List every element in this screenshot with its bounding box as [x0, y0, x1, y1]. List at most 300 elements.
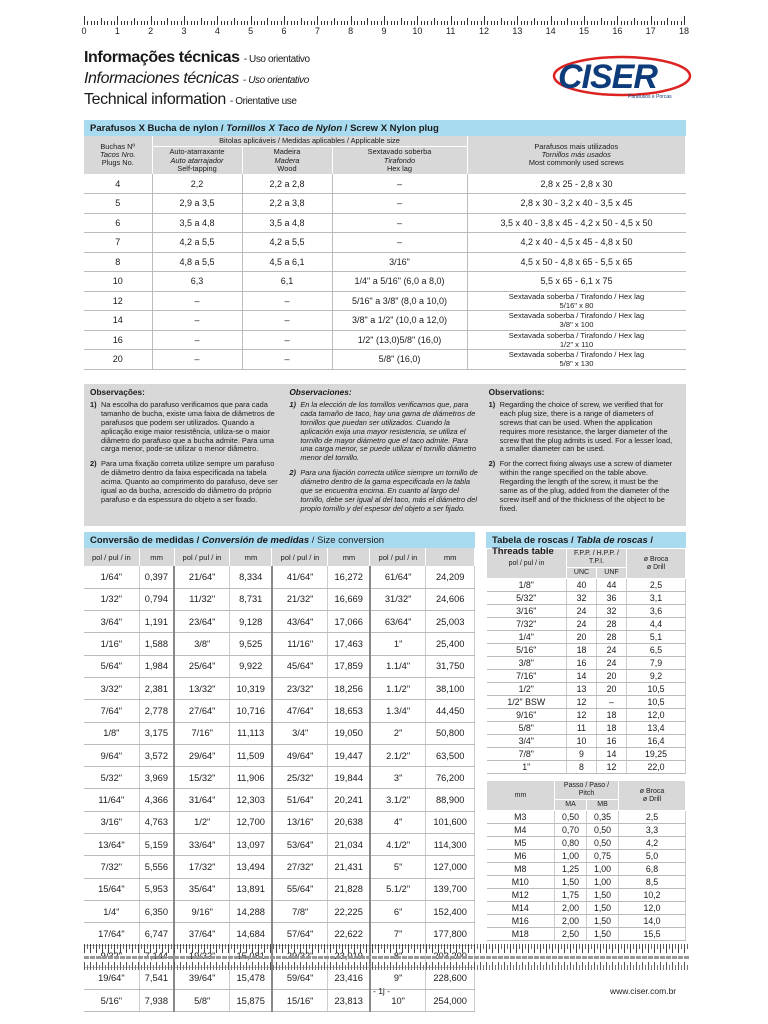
thread-row: [487, 696, 686, 709]
inch-value: 31/64": [174, 789, 230, 811]
mb-pitch: 1,00: [587, 876, 619, 889]
mm-value: 254,000: [426, 990, 475, 1012]
inch-value: 9/64": [84, 744, 139, 766]
inch-value: 11/16": [272, 633, 328, 655]
unc-value: 18: [567, 644, 597, 657]
self-tapping-size: –: [152, 350, 242, 370]
inch-value: 11/32": [174, 588, 230, 610]
drill-value: 16,4: [627, 735, 686, 748]
thread-size: 7/32": [487, 618, 567, 631]
hex-lag-size: 1/4" a 5/16" (6,0 a 8,0): [332, 272, 467, 292]
plug-number: 12: [84, 291, 152, 311]
ruler-number: 18: [678, 26, 690, 36]
threads-table: [486, 548, 686, 774]
unf-value: 28: [597, 631, 627, 644]
unf-value: 14: [597, 748, 627, 761]
inch-value: 37/64": [174, 923, 230, 945]
th-thread-pol: pol / pul / in: [487, 549, 567, 579]
drill-value: 5,0: [619, 850, 686, 863]
most-used-size: 5/8" x 130: [559, 359, 594, 369]
mm-value: 21,034: [328, 834, 370, 856]
inch-value: 7": [370, 923, 426, 945]
plug-row: [84, 174, 686, 194]
metric-row: [487, 824, 686, 837]
most-used: 2,8 x 25 - 2,8 x 30: [467, 174, 686, 194]
hex-lag-size: 3/8" a 1/2" (10,0 a 12,0): [332, 311, 467, 331]
drill-value: 12,0: [619, 902, 686, 915]
thread-size: 3/4": [487, 735, 567, 748]
page-number: - 1j -: [373, 986, 390, 996]
thread-row: [487, 670, 686, 683]
inch-value: 5": [370, 856, 426, 878]
plug-number: 20: [84, 350, 152, 370]
metric-size: M16: [487, 915, 555, 928]
self-tapping-size: 2,9 a 3,5: [152, 194, 242, 214]
mm-value: 7,541: [139, 967, 174, 989]
inch-value: 6": [370, 900, 426, 922]
inch-value: 45/64": [272, 655, 328, 677]
mm-value: 12,700: [230, 811, 272, 833]
drill-value: 10,5: [627, 696, 686, 709]
top-ruler: [81, 14, 690, 38]
th-buchas: Buchas Nº Tacos Nro. Plugs No.: [84, 136, 152, 174]
metric-table: [486, 780, 686, 941]
mm-value: 17,859: [328, 655, 370, 677]
mm-value: 4,763: [139, 811, 174, 833]
mm-value: 6,747: [139, 923, 174, 945]
mm-value: 25,003: [426, 611, 475, 633]
bottom-scale: [84, 944, 690, 972]
conversion-row: [84, 655, 475, 677]
mm-value: 14,288: [230, 900, 272, 922]
mm-value: 11,906: [230, 767, 272, 789]
inch-value: 1/8": [84, 722, 139, 744]
ruler-number: 1: [114, 26, 120, 36]
drill-value: 4,2: [619, 837, 686, 850]
inch-value: 35/64": [174, 878, 230, 900]
thread-size: 5/8": [487, 722, 567, 735]
mm-value: 1,191: [139, 611, 174, 633]
thread-size: 9/16": [487, 709, 567, 722]
inch-value: 23/64": [174, 611, 230, 633]
mm-value: 19,844: [328, 767, 370, 789]
most-used: 2,8 x 30 - 3,2 x 40 - 3,5 x 45: [467, 194, 686, 214]
inch-value: 23/32": [272, 677, 328, 699]
mm-value: 13,891: [230, 878, 272, 900]
mm-value: 24,209: [426, 566, 475, 588]
thread-row: [487, 644, 686, 657]
mm-value: 0,794: [139, 588, 174, 610]
mm-value: 88,900: [426, 789, 475, 811]
conversion-row: [84, 900, 475, 922]
inch-value: 5/8": [174, 990, 230, 1012]
metric-size: M12: [487, 889, 555, 902]
drill-value: 9,2: [627, 670, 686, 683]
thread-row: [487, 735, 686, 748]
plug-number: 14: [84, 311, 152, 331]
mm-value: 177,800: [426, 923, 475, 945]
unc-value: 40: [567, 579, 597, 592]
inch-value: 4.1/2": [370, 834, 426, 856]
mm-value: 23,813: [328, 990, 370, 1012]
inch-value: 2": [370, 722, 426, 744]
wood-size: –: [242, 311, 332, 331]
logo-tagline: Parafusos e Porcas: [628, 94, 672, 100]
mm-value: 3,572: [139, 744, 174, 766]
plug-number: 7: [84, 233, 152, 253]
thread-size: 1/2" BSW: [487, 696, 567, 709]
unf-value: 36: [597, 592, 627, 605]
metric-size: M3: [487, 811, 555, 824]
inch-value: 5/16": [84, 990, 139, 1012]
ma-pitch: 0,50: [555, 811, 587, 824]
th-conv-pol: pol / pul / in: [272, 548, 328, 566]
ma-pitch: 0,70: [555, 824, 587, 837]
th-fpp: F.P.P. / H.P.P. / T.P.I.: [567, 549, 627, 568]
hex-lag-size: 5/16" a 3/8" (8,0 a 10,0): [332, 291, 467, 311]
mm-value: 6,350: [139, 900, 174, 922]
plug-number: 5: [84, 194, 152, 214]
drill-value: 7,9: [627, 657, 686, 670]
plug-row: [84, 233, 686, 253]
plug-row: [84, 194, 686, 214]
thread-row: [487, 761, 686, 774]
inch-value: 33/64": [174, 834, 230, 856]
ciser-logo: [552, 54, 692, 106]
th-metric-mm: mm: [487, 781, 555, 811]
hex-lag-size: –: [332, 174, 467, 194]
th-conv-mm: mm: [230, 548, 272, 566]
hex-lag-size: 1/2" (13,0)5/8" (16,0): [332, 330, 467, 350]
thread-size: 5/32": [487, 592, 567, 605]
thread-row: [487, 683, 686, 696]
self-tapping-size: 2,2: [152, 174, 242, 194]
thread-size: 1": [487, 761, 567, 774]
inch-value: 7/32": [84, 856, 139, 878]
unc-value: 8: [567, 761, 597, 774]
inch-value: 17/64": [84, 923, 139, 945]
ruler-number: 14: [545, 26, 556, 36]
most-used-type: Sextavada soberba / Tirafondo / Hex lag: [508, 330, 645, 340]
metric-row: [487, 928, 686, 941]
ruler-number: 13: [512, 26, 523, 36]
ruler-number: 12: [478, 26, 490, 36]
th-conv-pol: pol / pul / in: [174, 548, 230, 566]
self-tapping-size: –: [152, 291, 242, 311]
plug-row: [84, 350, 686, 370]
self-tapping-size: 3,5 a 4,8: [152, 213, 242, 233]
thread-row: [487, 618, 686, 631]
ruler-number: 6: [281, 26, 287, 36]
inch-value: 10": [370, 990, 426, 1012]
mm-value: 152,400: [426, 900, 475, 922]
conversion-section: [84, 532, 475, 1012]
most-used-size: 1/2" x 110: [559, 339, 594, 349]
inch-value: 31/32": [370, 588, 426, 610]
inch-value: 13/16": [272, 811, 328, 833]
metric-row: [487, 902, 686, 915]
mm-value: 7,938: [139, 990, 174, 1012]
mm-value: 228,600: [426, 967, 475, 989]
unf-value: 20: [597, 683, 627, 696]
mb-pitch: 0,75: [587, 850, 619, 863]
self-tapping-size: 4,8 a 5,5: [152, 252, 242, 272]
wood-size: 2,2 a 2,8: [242, 174, 332, 194]
mm-value: 1,588: [139, 633, 174, 655]
metric-row: [487, 876, 686, 889]
unf-value: 44: [597, 579, 627, 592]
mm-value: 24,606: [426, 588, 475, 610]
th-hex-lag: Sextavado soberba Tirafondo Hex lag: [332, 147, 467, 174]
drill-value: 3,3: [619, 824, 686, 837]
thread-size: 7/16": [487, 670, 567, 683]
plug-number: 16: [84, 330, 152, 350]
ma-pitch: 1,75: [555, 889, 587, 902]
th-metric-drill: ø Broca ø Drill: [619, 781, 686, 811]
footer-url[interactable]: www.ciser.com.br: [610, 986, 677, 996]
plug-row: [84, 252, 686, 272]
mm-value: 114,300: [426, 834, 475, 856]
plug-table: [84, 136, 686, 370]
observations-en: Observations: 1) Regarding the choice of screw, we verified that for each plug size, there is a range of diameters of screws that can be used. When the application requires more resistance, the larger diameter of the screw that the plug admits is used. For a lesser load, a smaller diameter can be used. 2) For the correct fixing always use a screw of diameter within the range specified on the table above. Regarding the length of the screw, it must be the same as of the plug, added from the diameter of the screw itself and of the thickness of the object to be fixed.: [488, 387, 673, 513]
inch-value: 7/64": [84, 700, 139, 722]
inch-value: 13/64": [84, 834, 139, 856]
thread-size: 3/8": [487, 657, 567, 670]
inch-value: 9/16": [174, 900, 230, 922]
unc-value: 12: [567, 696, 597, 709]
metric-row: [487, 889, 686, 902]
metric-row: [487, 811, 686, 824]
mm-value: 17,463: [328, 633, 370, 655]
inch-value: 15/16": [272, 990, 328, 1012]
ruler-number: 10: [412, 26, 423, 36]
wood-size: 3,5 a 4,8: [242, 213, 332, 233]
mm-value: 19,050: [328, 722, 370, 744]
th-conv-pol: pol / pul / in: [84, 548, 139, 566]
inch-value: 51/64": [272, 789, 328, 811]
th-conv-mm: mm: [328, 548, 370, 566]
inch-value: 1.1/4": [370, 655, 426, 677]
inch-value: 1/16": [84, 633, 139, 655]
plug-number: 6: [84, 213, 152, 233]
mm-value: 63,500: [426, 744, 475, 766]
mm-value: 127,000: [426, 856, 475, 878]
ma-pitch: 2,50: [555, 928, 587, 941]
thread-row: [487, 748, 686, 761]
inch-value: 15/32": [174, 767, 230, 789]
thread-row: [487, 657, 686, 670]
mb-pitch: 1,50: [587, 928, 619, 941]
unc-value: 24: [567, 618, 597, 631]
th-wood: Madeira Madera Wood: [242, 147, 332, 174]
plug-number: 4: [84, 174, 152, 194]
inch-value: 55/64": [272, 878, 328, 900]
conversion-row: [84, 923, 475, 945]
mm-value: 10,716: [230, 700, 272, 722]
thread-row: [487, 631, 686, 644]
inch-value: 25/32": [272, 767, 328, 789]
conversion-row: [84, 789, 475, 811]
drill-value: 8,5: [619, 876, 686, 889]
unc-value: 14: [567, 670, 597, 683]
mm-value: 15,875: [230, 990, 272, 1012]
conversion-row: [84, 566, 475, 588]
metric-row: [487, 863, 686, 876]
inch-value: 29/64": [174, 744, 230, 766]
metric-section: [486, 780, 686, 941]
inch-value: 57/64": [272, 923, 328, 945]
unc-value: 20: [567, 631, 597, 644]
most-used: 4,2 x 40 - 4,5 x 45 - 4,8 x 50: [467, 233, 686, 253]
most-used: [467, 350, 686, 370]
plug-number: 10: [84, 272, 152, 292]
mm-value: 20,241: [328, 789, 370, 811]
mm-value: 18,256: [328, 677, 370, 699]
mm-value: 11,509: [230, 744, 272, 766]
hex-lag-size: 3/16": [332, 252, 467, 272]
inch-value: 1/4": [84, 900, 139, 922]
mm-value: 76,200: [426, 767, 475, 789]
mm-value: 21,828: [328, 878, 370, 900]
conversion-row: [84, 767, 475, 789]
unc-value: 12: [567, 709, 597, 722]
inch-value: 3/8": [174, 633, 230, 655]
mm-value: 18,653: [328, 700, 370, 722]
mm-value: 31,750: [426, 655, 475, 677]
inch-value: 3.1/2": [370, 789, 426, 811]
mm-value: 15,478: [230, 967, 272, 989]
mm-value: 17,066: [328, 611, 370, 633]
ma-pitch: 2,00: [555, 915, 587, 928]
conversion-row: [84, 856, 475, 878]
metric-size: M10: [487, 876, 555, 889]
mm-value: 23,416: [328, 967, 370, 989]
unf-value: –: [597, 696, 627, 709]
inch-value: 27/32": [272, 856, 328, 878]
ma-pitch: 2,00: [555, 902, 587, 915]
plug-section-title: Parafusos X Bucha de nylon / Tornillos X Taco de Nylon / Screw X Nylon plug: [84, 120, 686, 136]
th-conv-pol: pol / pul / in: [370, 548, 426, 566]
wood-size: –: [242, 291, 332, 311]
plug-section: [84, 120, 686, 370]
inch-value: 5/32": [84, 767, 139, 789]
mm-value: 11,113: [230, 722, 272, 744]
th-self-tapping: Auto-atarraxante Auto atarrajador Self-tapping: [152, 147, 242, 174]
th-bitolas: Bitolas aplicáveis / Medidas aplicables / Applicable size: [152, 136, 467, 147]
drill-value: 10,2: [619, 889, 686, 902]
inch-value: 9": [370, 967, 426, 989]
mm-value: 13,097: [230, 834, 272, 856]
inch-value: 15/64": [84, 878, 139, 900]
mm-value: 9,922: [230, 655, 272, 677]
unf-value: 18: [597, 709, 627, 722]
conversion-table: [84, 548, 475, 1012]
conversion-row: [84, 722, 475, 744]
drill-value: 3,6: [627, 605, 686, 618]
mm-value: 22,622: [328, 923, 370, 945]
self-tapping-size: –: [152, 311, 242, 331]
inch-value: 5.1/2": [370, 878, 426, 900]
mm-value: 2,778: [139, 700, 174, 722]
mm-value: 13,494: [230, 856, 272, 878]
self-tapping-size: 6,3: [152, 272, 242, 292]
inch-value: 7/16": [174, 722, 230, 744]
inch-value: 1/64": [84, 566, 139, 588]
inch-value: 5/64": [84, 655, 139, 677]
thread-row: [487, 722, 686, 735]
observations-box: [84, 384, 686, 526]
inch-value: 1/32": [84, 588, 139, 610]
ruler-number: 3: [181, 26, 187, 36]
self-tapping-size: –: [152, 330, 242, 350]
mb-pitch: 1,50: [587, 915, 619, 928]
inch-value: 19/64": [84, 967, 139, 989]
most-used-type: Sextavada soberba / Tirafondo / Hex lag: [508, 311, 645, 321]
conversion-row: [84, 611, 475, 633]
ruler-number: 7: [314, 26, 320, 36]
mb-pitch: 0,50: [587, 837, 619, 850]
unf-value: 18: [597, 722, 627, 735]
hex-lag-size: –: [332, 213, 467, 233]
ma-pitch: 1,50: [555, 876, 587, 889]
unf-value: 20: [597, 670, 627, 683]
mm-value: 25,400: [426, 633, 475, 655]
ma-pitch: 1,00: [555, 850, 587, 863]
mm-value: 2,381: [139, 677, 174, 699]
mm-value: 20,638: [328, 811, 370, 833]
inch-value: 25/64": [174, 655, 230, 677]
conversion-row: [84, 811, 475, 833]
mm-value: 8,731: [230, 588, 272, 610]
hex-lag-size: –: [332, 194, 467, 214]
drill-value: 5,1: [627, 631, 686, 644]
ruler-number: 11: [445, 26, 456, 36]
most-used-size: 5/16" x 80: [559, 300, 594, 310]
drill-value: 22,0: [627, 761, 686, 774]
mb-pitch: 1,00: [587, 863, 619, 876]
wood-size: 4,5 a 6,1: [242, 252, 332, 272]
inch-value: 53/64": [272, 834, 328, 856]
ma-pitch: 0,80: [555, 837, 587, 850]
mm-value: 9,525: [230, 633, 272, 655]
mm-value: 3,175: [139, 722, 174, 744]
metric-row: [487, 915, 686, 928]
plug-number: 8: [84, 252, 152, 272]
drill-value: 4,4: [627, 618, 686, 631]
thread-size: 3/16": [487, 605, 567, 618]
self-tapping-size: 4,2 a 5,5: [152, 233, 242, 253]
mb-pitch: 1,50: [587, 902, 619, 915]
th-ma: MA: [555, 800, 587, 811]
most-used-type: Sextavada soberba / Tirafondo / Hex lag: [508, 291, 645, 301]
inch-value: 21/32": [272, 588, 328, 610]
mm-value: 5,556: [139, 856, 174, 878]
drill-value: 14,0: [619, 915, 686, 928]
inch-value: 59/64": [272, 967, 328, 989]
mm-value: 8,334: [230, 566, 272, 588]
observations-es: Observaciones: 1) En la elección de los tornillos verificamos que, para cada tamaño de taco, hay una gama de diámetros de tornillos que puedan ser utilizados. Cuando la aplicación exija una mayor resistencia, se utiliza el tornillo de mayor diámetro que el taco admite. Para una carga menor, se puede utilizar el tornillo diámetro menor del tornillo. 2) Para una fijación correcta utilice siempre un tornillo de diámetro dentro de la gama especificada en la tabla que se encuentra encima. En cuanto al largo del tornillo, debe ser igual al del taco, más el diámetro del propio tornillo y del espesor del objeto a ser fijado.: [289, 387, 478, 513]
metric-size: M5: [487, 837, 555, 850]
hex-lag-size: –: [332, 233, 467, 253]
th-mb: MB: [587, 800, 619, 811]
inch-value: 61/64": [370, 566, 426, 588]
unc-value: 16: [567, 657, 597, 670]
metric-size: M8: [487, 863, 555, 876]
thread-size: 1/8": [487, 579, 567, 592]
mm-value: 16,669: [328, 588, 370, 610]
inch-value: 4": [370, 811, 426, 833]
wood-size: 4,2 a 5,5: [242, 233, 332, 253]
